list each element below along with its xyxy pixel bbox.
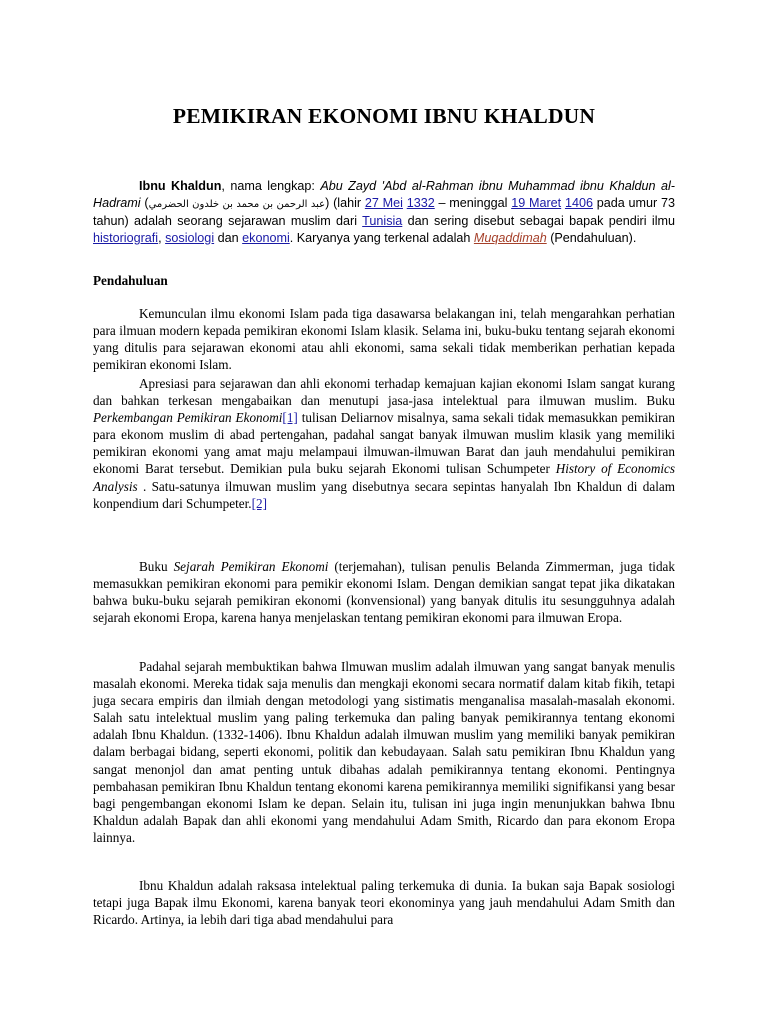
link-historiografi[interactable]: historiografi (93, 230, 159, 245)
paragraph-text: (terjemahan), tulisan penulis Belanda Zimmerman, juga tidak memasukkan pemikiran ekonomi para pemikir ekonomi Islam. Dengan demikian sangat tepat jika dikatakan bahwa buku-buku sejarah pemikiran ekonomi (konvensional) yang banyak ditulis itu sesungguhnya adalah sejarah ekonomi Eropa, karena hanya menjelaskan tentang pemikiran ekonomi para ilmuwan Eropa. (93, 559, 676, 626)
intro-paragraph (93, 178, 675, 246)
link-born-year[interactable]: 1332 (406, 195, 435, 210)
intro-text: ) (lahir (325, 195, 365, 210)
link-born-date[interactable]: 27 Mei (364, 195, 403, 210)
section-heading: Pendahuluan (93, 273, 168, 288)
paragraph-4: Padahal sejarah membuktikan bahwa Ilmuwan muslim adalah ilmuwan yang sangat banyak menulis masalah ekonomi. Mereka tidak saja menulis dan mengkaji ekonomi secara normatif dalam kitab fikih, tetapi juga secara empiris dan ilmiah dengan metodologi yang sistimatis menganalisa masalah-masalah ekonomi. Salah satu intelektual muslim yang paling terkemuka dan paling banyak pemikirannya tentang ekonomi adalah Ibnu Khaldun. (1332-1406). Ibnu Khaldun adalah ilmuwan muslim yang memiliki banyak pemikiran dalam berbagai bidang, seperti ekonomi, politik dan kebudayaan. Salah satu pemikiran Ibnu Khaldun yang sangat menonjol dan amat penting untuk dibahas adalah pemikirannya tentang ekonomi. Pentingnya pembahasan pemikiran Ibnu Khaldun tentang ekonomi karena pemikirannya memiliki signifikansi yang besar bagi pengembangan ekonomi Islam ke depan. Selain itu, tulisan ini juga ingin menunjukkan bahwa Ibnu Khaldun adalah Bapak dan ahli ekonomi yang mendahului Adam Smith, Ricardo dan para ekonom Eropa lainnya. (93, 659, 675, 845)
intro-name: Ibnu Khaldun (139, 179, 222, 193)
paragraph-2 (93, 375, 675, 512)
footnote-link-1[interactable]: [1] (282, 410, 298, 426)
intro-text: – meninggal (434, 195, 512, 210)
paragraph-5: Ibnu Khaldun adalah raksasa intelektual paling terkemuka di dunia. Ia bukan saja Bapak sosiologi tetapi juga Bapak ilmu Ekonomi, karena banyak teori ekonominya yang jauh mendahului Adam Smith dan Ricardo. Artinya, ia lebih dari tiga abad mendahului para (93, 878, 675, 928)
intro-text: ( (140, 195, 149, 210)
paragraph-3 (93, 558, 675, 626)
page-title: PEMIKIRAN EKONOMI IBNU KHALDUN (172, 104, 596, 128)
intro-text: , nama lengkap: (221, 179, 321, 193)
intro-text: . Karyanya yang terkenal adalah (289, 230, 474, 245)
link-tunisia[interactable]: Tunisia (362, 214, 403, 229)
intro-full-name: Abu Zayd 'Abd al-Rahman ibnu Muhammad ibnu Khaldun al-Hadrami (93, 179, 675, 210)
arabic-name: عبد الرحمن بن محمد بن خلدون الحضرمي (148, 198, 326, 210)
link-sosiologi[interactable]: sosiologi (165, 230, 215, 245)
paragraph-text: tulisan Deliarnov misalnya, sama sekali tidak memasukkan pemikiran para ekonom muslim di abad pertengahan, padahal sangat banyak ilmuwan muslim klasik yang memiliki pemikiran ekonomi yang amat maju melampaui ilmuwan-ilmuwan Barat dan jauh mendahului pemikiran ekonomi Barat tersebut. Demikian pula buku sejarah Ekonomi tulisan Schumpeter (93, 410, 675, 477)
link-died-date[interactable]: 19 Maret (511, 195, 562, 210)
book-title: Perkembangan Pemikiran Ekonomi (93, 410, 283, 426)
link-muqaddimah[interactable]: Muqaddimah (473, 230, 547, 245)
paragraph-1: Kemunculan ilmu ekonomi Islam pada tiga dasawarsa belakangan ini, telah mengarahkan perhatian para ilmuan modern kepada pemikiran ekonomi Islam klasik. Selama ini, buku-buku tentang sejarah ekonomi yang ditulis para sejarawan ekonomi atau ahli ekonomi, sama sekali tidak memberikan perhatian kepada pemikiran ekonomi Islam. (93, 306, 675, 373)
intro-text: (Pendahuluan). (546, 230, 637, 245)
footnote-link-2[interactable]: [2] (251, 495, 267, 511)
intro-text: , (158, 230, 166, 245)
paragraph-text: . Satu-satunya ilmuwan muslim yang disebutnya secara sepintas hanyalah Ibn Khaldun di dalam konpendium dari Schumpeter. (93, 478, 675, 511)
intro-text: dan sering disebut sebagai bapak pendiri ilmu (402, 214, 675, 229)
book-title: Sejarah Pemikiran Ekonomi (173, 559, 329, 574)
link-died-year[interactable]: 1406 (564, 195, 593, 210)
link-ekonomi[interactable]: ekonomi (242, 230, 290, 245)
intro-text: dan (214, 230, 243, 245)
paragraph-text: Apresiasi para sejarawan dan ahli ekonomi terhadap kemajuan kajian ekonomi Islam sangat kurang dan bahkan terkesan mengabaikan dan menutupi jasa-jasa intelektual para ilmuwan muslim. Buku (93, 376, 675, 409)
paragraph-text: Buku (139, 559, 174, 574)
intro-text: pada umur 73 tahun) adalah seorang sejarawan muslim dari (93, 195, 676, 229)
book-title: History of Economics Analysis (93, 461, 675, 494)
